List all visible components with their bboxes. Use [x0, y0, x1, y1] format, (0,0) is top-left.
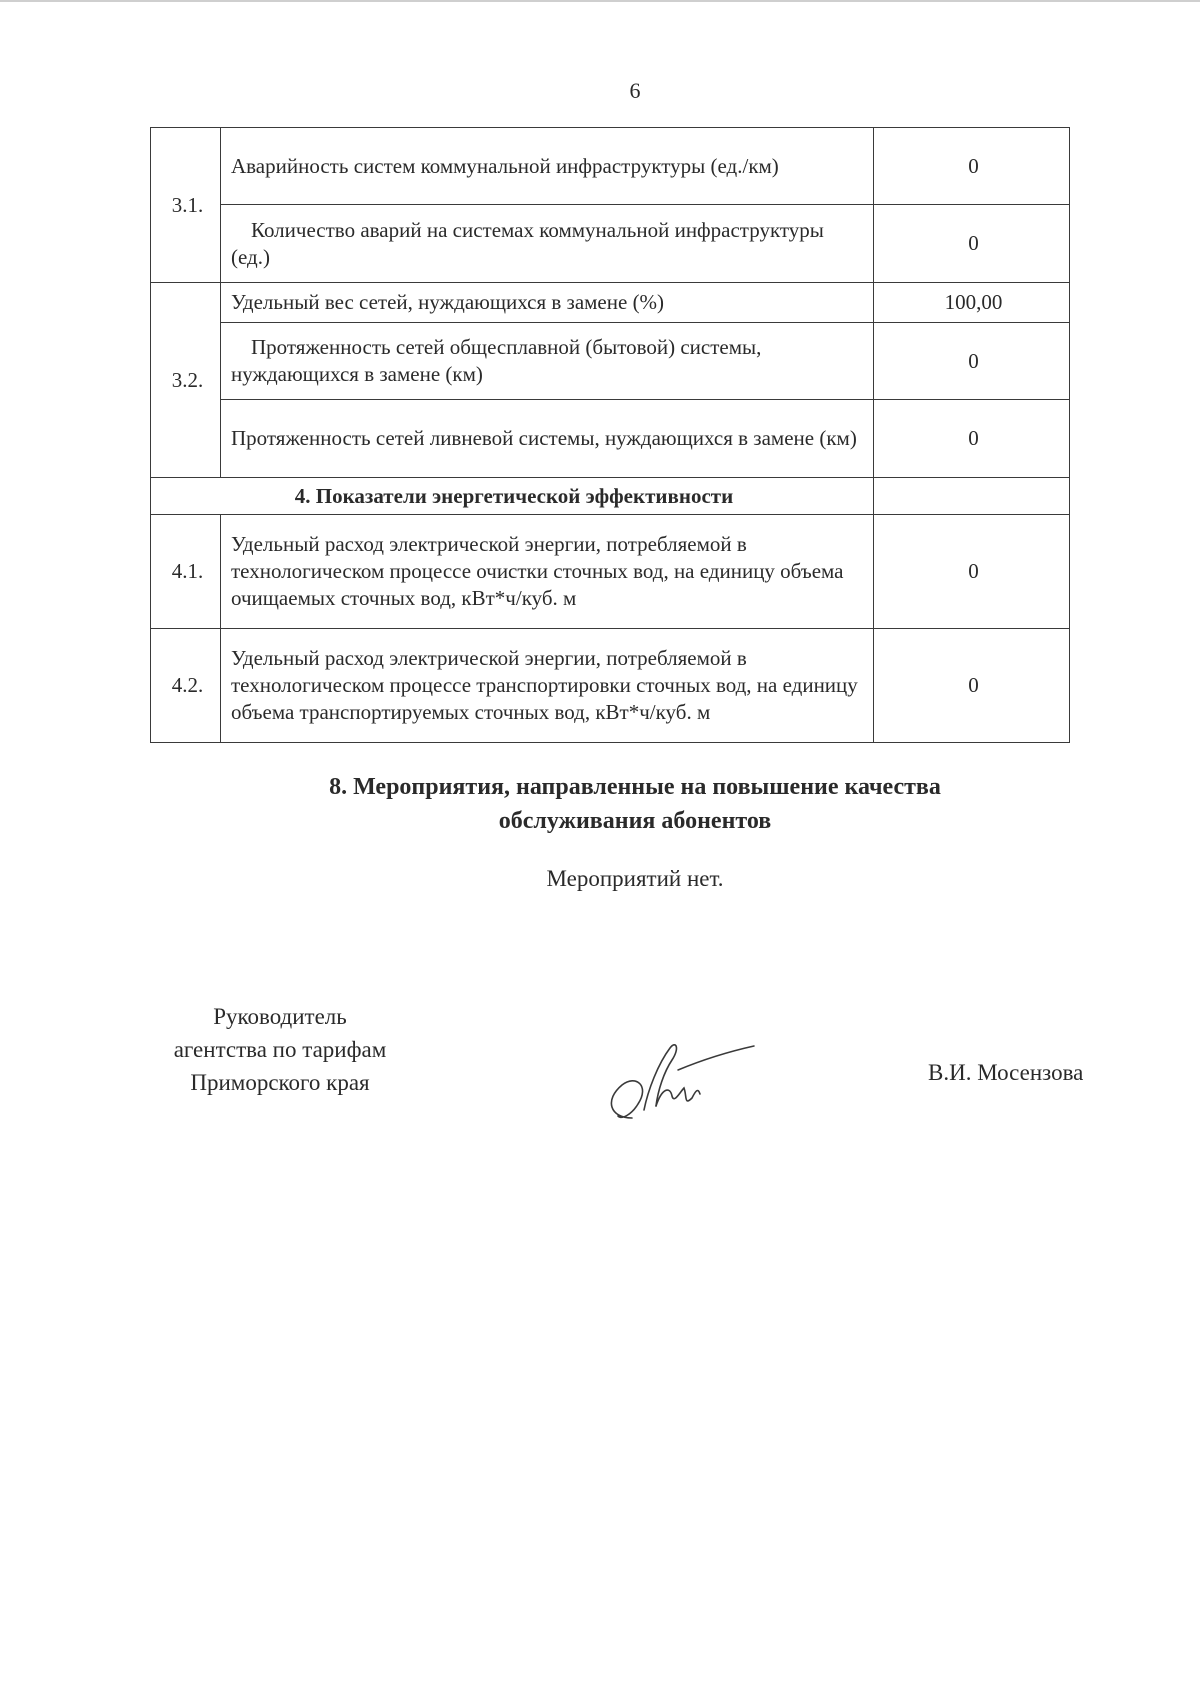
signer-position: [140, 1000, 420, 1099]
signer-position-line: Руководитель: [213, 1004, 347, 1029]
table-section-row: [151, 478, 1070, 515]
section-title: [200, 770, 1070, 838]
indicator-label: Количество аварий на системах коммунальной инфраструктуры (ед.): [221, 205, 874, 283]
indicator-label: Протяженность сетей общесплавной (бытовой) системы, нуждающихся в замене (км): [221, 323, 874, 400]
page-number: 6: [629, 78, 641, 103]
indicator-label: Протяженность сетей ливневой системы, нуждающихся в замене (км): [221, 400, 874, 478]
indicator-value: 0: [874, 629, 1070, 743]
empty-cell: [874, 478, 1070, 515]
row-number: 4.2.: [151, 629, 221, 743]
handwritten-signature: [592, 1030, 762, 1130]
table-row: [151, 128, 1070, 205]
row-number: 3.1.: [151, 128, 221, 283]
section-title-line: 8. Мероприятия, направленные на повышение качества: [329, 774, 941, 800]
indicators-table: [150, 127, 1070, 743]
section-heading: 4. Показатели энергетической эффективности: [151, 478, 874, 515]
signer-name: В.И. Мосензова: [928, 1060, 1084, 1085]
indicator-value: 0: [874, 128, 1070, 205]
row-number: 4.1.: [151, 515, 221, 629]
indicator-value: 0: [874, 205, 1070, 283]
table-row: [151, 400, 1070, 478]
row-number: 3.2.: [151, 283, 221, 478]
indicator-label: Удельный расход электрической энергии, потребляемой в технологическом процессе очистки сточных вод, на единицу объема очищаемых сточных вод, кВт*ч/куб. м: [221, 515, 874, 629]
signer-position-line: агентства по тарифам: [173, 1037, 387, 1062]
table-row: [151, 515, 1070, 629]
table-row: [151, 205, 1070, 283]
indicator-value: 0: [874, 323, 1070, 400]
indicator-label: Удельный расход электрической энергии, потребляемой в технологическом процессе транспортировки сточных вод, на единицу объема транспортируемых сточных вод, кВт*ч/куб. м: [221, 629, 874, 743]
section-title-line: обслуживания абонентов: [498, 808, 772, 834]
table-row: [151, 283, 1070, 323]
indicator-label: Удельный вес сетей, нуждающихся в замене (%): [221, 283, 874, 323]
indicator-label: Аварийность систем коммунальной инфраструктуры (ед./км): [221, 128, 874, 205]
measures-text: Мероприятий нет.: [546, 866, 724, 891]
signer-position-line: Приморского края: [190, 1070, 370, 1095]
scan-top-edge: [0, 0, 1200, 2]
indicator-value: 100,00: [874, 283, 1070, 323]
table-row: [151, 323, 1070, 400]
indicator-value: 0: [874, 515, 1070, 629]
indicator-value: 0: [874, 400, 1070, 478]
table-row: [151, 629, 1070, 743]
